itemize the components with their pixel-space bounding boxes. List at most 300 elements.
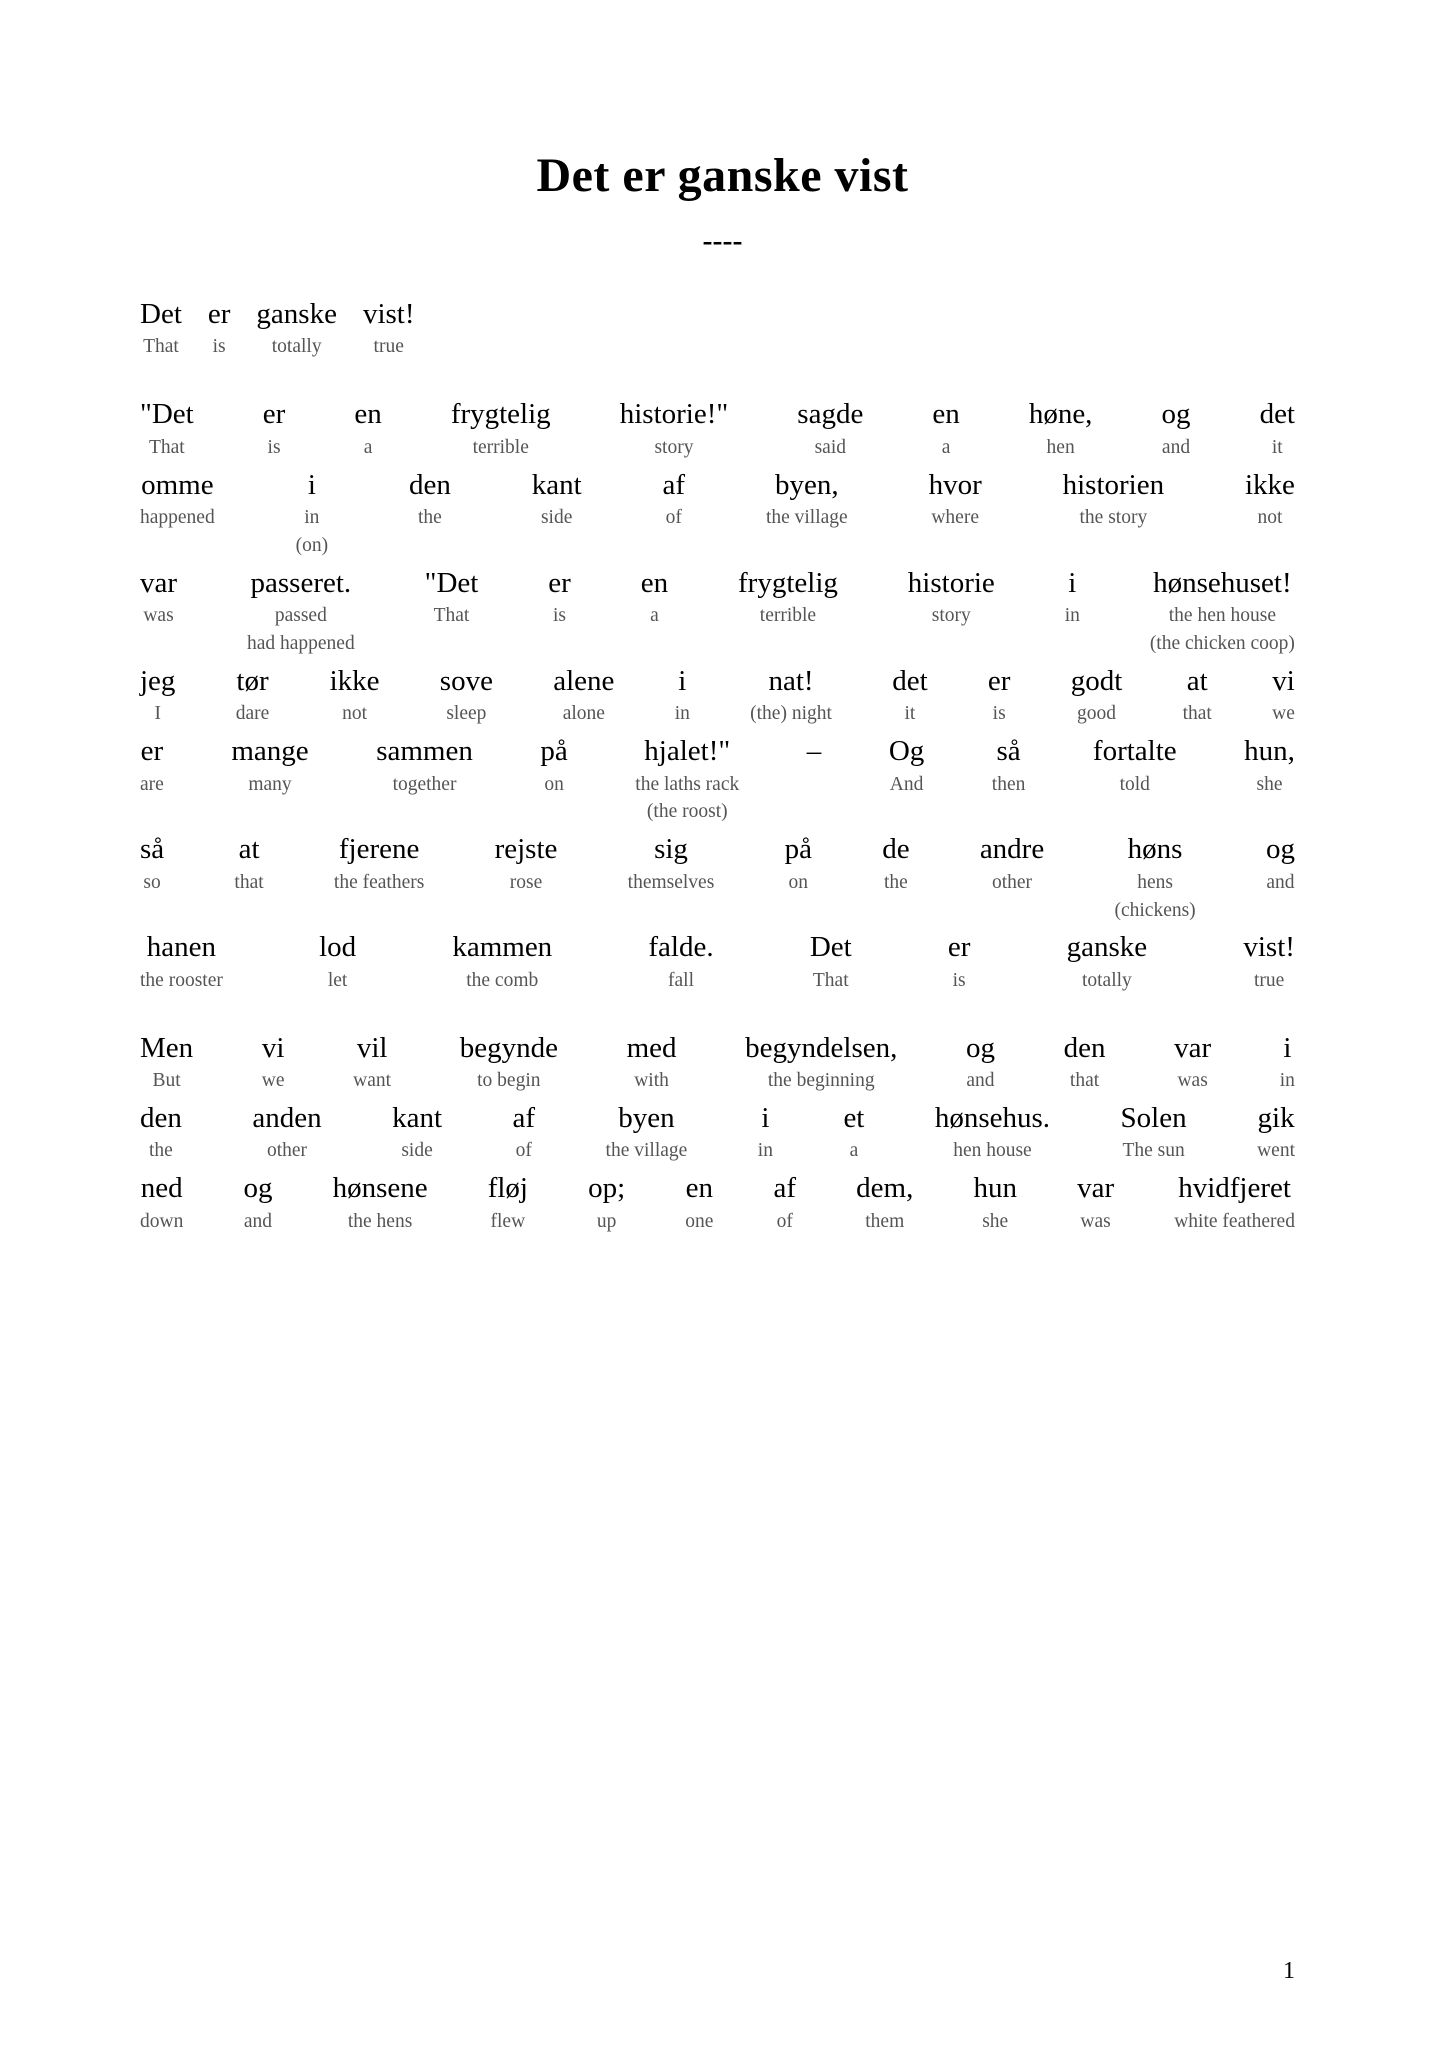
gloss-word: the laths rack bbox=[635, 773, 740, 795]
gloss-word: and bbox=[1161, 436, 1191, 458]
source-word: rejste bbox=[494, 833, 558, 866]
word-pair bbox=[685, 1172, 713, 1232]
source-word: gik bbox=[1257, 1101, 1295, 1134]
source-word: mange bbox=[231, 735, 309, 768]
source-word: en bbox=[640, 566, 669, 599]
word-pair bbox=[1257, 1102, 1295, 1162]
source-word: passeret. bbox=[250, 566, 352, 599]
word-pair bbox=[330, 665, 380, 725]
word-pair bbox=[738, 567, 838, 655]
source-word: anden bbox=[252, 1101, 322, 1134]
word-pair bbox=[1150, 567, 1295, 655]
word-pair bbox=[451, 398, 551, 458]
gloss-word: in bbox=[757, 1140, 773, 1162]
gloss-word: that bbox=[234, 871, 264, 893]
gloss-word: That bbox=[148, 436, 185, 458]
gloss-word: That bbox=[143, 336, 179, 358]
word-pair bbox=[1121, 1102, 1187, 1162]
word-pair bbox=[1065, 567, 1080, 655]
gloss-line bbox=[140, 298, 1295, 358]
gloss-word: down bbox=[140, 1210, 184, 1232]
source-word: vil bbox=[356, 1031, 388, 1064]
source-word: byen bbox=[618, 1101, 675, 1134]
gloss-word: hen bbox=[1046, 436, 1075, 458]
gloss-word: of bbox=[515, 1140, 532, 1162]
source-word: er bbox=[262, 398, 286, 431]
gloss-word: terrible bbox=[759, 605, 817, 627]
source-word: tør bbox=[236, 664, 269, 697]
source-word: dem, bbox=[856, 1172, 914, 1205]
source-word: sove bbox=[439, 664, 493, 697]
gloss-word: are bbox=[140, 773, 164, 795]
gloss-word: on bbox=[788, 871, 808, 893]
gloss-word: totally bbox=[1081, 969, 1132, 991]
word-pair bbox=[1260, 398, 1295, 458]
source-word: i bbox=[761, 1101, 770, 1134]
gloss-word: on bbox=[544, 773, 564, 795]
word-pair bbox=[553, 665, 614, 725]
gloss-word: we bbox=[1272, 703, 1295, 725]
gloss-word: side bbox=[401, 1140, 433, 1162]
word-pair bbox=[785, 833, 812, 921]
gloss-word: the feathers bbox=[333, 871, 425, 893]
source-word: den bbox=[1063, 1031, 1106, 1064]
interlinear-text-body bbox=[0, 298, 1445, 1233]
word-pair bbox=[140, 665, 175, 725]
source-word: en bbox=[685, 1172, 714, 1205]
source-word: og bbox=[1265, 833, 1295, 866]
word-pair bbox=[353, 1032, 391, 1092]
gloss-word: a bbox=[941, 436, 951, 458]
source-word: Og bbox=[888, 735, 925, 768]
word-pair bbox=[588, 1172, 625, 1232]
gloss-word: hens bbox=[1137, 871, 1173, 893]
gloss-word: totally bbox=[271, 336, 322, 358]
word-pair bbox=[980, 833, 1044, 921]
gloss-word: was bbox=[1177, 1070, 1208, 1092]
word-pair bbox=[1162, 398, 1191, 458]
word-pair bbox=[628, 833, 715, 921]
source-word: frygtelig bbox=[738, 566, 838, 599]
source-word: hun, bbox=[1244, 735, 1295, 768]
gloss-word: the story bbox=[1079, 507, 1148, 529]
source-word: Men bbox=[140, 1031, 194, 1064]
word-pair bbox=[140, 398, 194, 458]
word-pair bbox=[758, 1102, 773, 1162]
gloss-word: not bbox=[1257, 507, 1283, 529]
gloss-word: in bbox=[304, 507, 320, 529]
word-pair bbox=[856, 1172, 913, 1232]
source-word: at bbox=[238, 833, 260, 866]
source-word: frygtelig bbox=[450, 398, 551, 431]
word-pair bbox=[766, 469, 848, 557]
word-pair bbox=[488, 1172, 528, 1232]
gloss-word: is bbox=[952, 969, 966, 991]
word-pair bbox=[810, 931, 852, 991]
word-pair bbox=[750, 665, 832, 725]
source-word: vist! bbox=[362, 298, 415, 330]
gloss-word: other bbox=[991, 871, 1033, 893]
source-word: ned bbox=[140, 1172, 183, 1205]
word-pair bbox=[440, 665, 493, 725]
word-pair bbox=[1071, 665, 1123, 725]
source-word: et bbox=[843, 1101, 865, 1134]
word-pair bbox=[1272, 665, 1295, 725]
gloss-word: many bbox=[248, 773, 292, 795]
gloss-line bbox=[140, 398, 1295, 458]
gloss-word: one bbox=[685, 1210, 714, 1232]
gloss-word: with bbox=[634, 1070, 669, 1092]
word-pair bbox=[208, 298, 231, 358]
gloss-word: rose bbox=[509, 871, 543, 893]
source-word: i bbox=[307, 468, 316, 501]
gloss-word: I bbox=[154, 703, 161, 725]
source-word: jeg bbox=[140, 664, 176, 697]
source-word: fløj bbox=[487, 1172, 528, 1205]
source-word: kammen bbox=[452, 931, 553, 964]
gloss-word: a bbox=[363, 436, 373, 458]
source-word: ikke bbox=[329, 664, 380, 697]
word-pair bbox=[140, 469, 215, 557]
source-word: lod bbox=[319, 931, 357, 964]
source-word: vist! bbox=[1243, 931, 1295, 964]
source-word: vi bbox=[261, 1031, 285, 1064]
gloss-word: themselves bbox=[627, 871, 715, 893]
gloss-line bbox=[140, 735, 1295, 823]
gloss-word: them bbox=[865, 1210, 905, 1232]
gloss-line bbox=[140, 1032, 1295, 1092]
gloss-word: the bbox=[883, 871, 908, 893]
gloss-word: told bbox=[1119, 773, 1150, 795]
word-pair bbox=[452, 931, 552, 991]
gloss-line bbox=[140, 567, 1295, 655]
source-word: historie!" bbox=[619, 398, 729, 431]
source-word: af bbox=[773, 1172, 797, 1205]
word-pair bbox=[540, 735, 567, 823]
gloss-word-secondary: (chickens) bbox=[1114, 899, 1196, 921]
gloss-word: not bbox=[342, 703, 367, 725]
source-word: var bbox=[1077, 1172, 1115, 1205]
gloss-word: the bbox=[417, 507, 442, 529]
word-pair bbox=[948, 931, 971, 991]
source-word: ganske bbox=[1066, 931, 1148, 964]
gloss-line bbox=[140, 1102, 1295, 1162]
gloss-word: went bbox=[1257, 1140, 1295, 1162]
gloss-word: is bbox=[212, 336, 226, 358]
gloss-word: is bbox=[553, 605, 567, 627]
word-pair bbox=[992, 735, 1026, 823]
source-word: at bbox=[1186, 664, 1208, 697]
source-word: de bbox=[882, 833, 910, 866]
word-pair bbox=[774, 1172, 797, 1232]
source-word: Det bbox=[809, 931, 852, 964]
gloss-word: want bbox=[353, 1070, 392, 1092]
gloss-word: a bbox=[849, 1140, 859, 1162]
word-pair bbox=[988, 665, 1011, 725]
gloss-line bbox=[140, 1172, 1295, 1232]
word-pair bbox=[1266, 833, 1295, 921]
source-word: det bbox=[892, 664, 928, 697]
gloss-word: side bbox=[540, 507, 573, 529]
gloss-word: story bbox=[654, 436, 694, 458]
source-word: den bbox=[408, 468, 451, 501]
word-pair bbox=[889, 735, 924, 823]
word-pair bbox=[892, 665, 927, 725]
source-word: ikke bbox=[1245, 468, 1295, 501]
source-word: var bbox=[140, 566, 178, 599]
gloss-word-secondary: (on) bbox=[295, 534, 329, 556]
gloss-word: and bbox=[1266, 871, 1295, 893]
gloss-word: the hens bbox=[347, 1210, 413, 1232]
word-pair bbox=[797, 398, 863, 458]
word-pair bbox=[263, 398, 286, 458]
source-word: i bbox=[1283, 1031, 1292, 1064]
source-word: så bbox=[996, 735, 1021, 768]
word-pair bbox=[1063, 469, 1165, 557]
gloss-word: it bbox=[1271, 436, 1283, 458]
source-word: hanen bbox=[146, 931, 217, 964]
source-word: og bbox=[965, 1031, 995, 1064]
source-word: i bbox=[1068, 566, 1077, 599]
word-pair bbox=[745, 1032, 897, 1092]
source-word: hønsehuset! bbox=[1153, 566, 1292, 599]
gloss-word: and bbox=[966, 1070, 995, 1092]
word-pair bbox=[675, 665, 690, 725]
gloss-word: the bbox=[149, 1140, 173, 1162]
word-pair bbox=[641, 567, 668, 655]
word-pair bbox=[663, 469, 686, 557]
paragraph bbox=[140, 298, 1295, 358]
gloss-word: that bbox=[1182, 703, 1212, 725]
word-pair bbox=[296, 469, 329, 557]
gloss-word: the beginning bbox=[767, 1070, 875, 1092]
source-word: omme bbox=[141, 468, 214, 501]
word-pair bbox=[1114, 833, 1195, 921]
source-word: Solen bbox=[1120, 1101, 1187, 1134]
source-word: nat! bbox=[768, 664, 814, 697]
word-pair bbox=[319, 931, 356, 991]
source-word: var bbox=[1174, 1031, 1212, 1064]
gloss-word: to begin bbox=[477, 1070, 541, 1092]
source-word: hvor bbox=[928, 468, 982, 501]
source-word: ganske bbox=[256, 298, 337, 330]
gloss-word-secondary: (the roost) bbox=[646, 801, 728, 823]
word-pair bbox=[236, 665, 270, 725]
word-pair bbox=[1093, 735, 1177, 823]
word-pair bbox=[648, 931, 713, 991]
source-word: så bbox=[140, 833, 165, 866]
word-pair bbox=[513, 1102, 536, 1162]
gloss-word: That bbox=[433, 605, 470, 627]
gloss-word: so bbox=[143, 871, 161, 893]
gloss-word: hen house bbox=[953, 1140, 1032, 1162]
paragraph bbox=[140, 398, 1295, 991]
source-word: af bbox=[662, 468, 686, 501]
source-word: fjerene bbox=[338, 833, 420, 866]
source-word: vi bbox=[1272, 664, 1295, 697]
gloss-word: story bbox=[931, 605, 971, 627]
gloss-word: that bbox=[1069, 1070, 1100, 1092]
gloss-word: where bbox=[931, 507, 979, 529]
word-pair bbox=[495, 833, 558, 921]
source-word: en bbox=[354, 398, 382, 431]
source-word: Det bbox=[140, 298, 182, 330]
gloss-word: (the) night bbox=[750, 703, 832, 725]
source-word: kant bbox=[531, 468, 582, 501]
gloss-word: fall bbox=[668, 969, 694, 991]
source-word: hjalet!" bbox=[644, 735, 731, 768]
word-pair bbox=[932, 398, 959, 458]
gloss-word: But bbox=[152, 1070, 181, 1092]
gloss-word: together bbox=[392, 773, 457, 795]
word-pair bbox=[140, 931, 223, 991]
gloss-word: happened bbox=[140, 507, 215, 529]
source-word: høne, bbox=[1028, 398, 1093, 431]
gloss-word: sleep bbox=[446, 703, 487, 725]
gloss-word: then bbox=[991, 773, 1026, 795]
gloss-word: is bbox=[992, 703, 1006, 725]
gloss-word: was bbox=[1080, 1210, 1111, 1232]
source-word: sammen bbox=[376, 735, 473, 768]
gloss-word: The sun bbox=[1122, 1140, 1185, 1162]
word-pair bbox=[140, 1032, 193, 1092]
word-pair bbox=[1183, 665, 1212, 725]
source-word: er bbox=[947, 931, 971, 964]
word-pair bbox=[140, 567, 177, 655]
gloss-word: said bbox=[814, 436, 846, 458]
word-pair bbox=[843, 1102, 864, 1162]
word-pair bbox=[966, 1032, 995, 1092]
word-pair bbox=[243, 1172, 272, 1232]
gloss-word: true bbox=[373, 336, 404, 358]
paragraph bbox=[140, 1032, 1295, 1233]
gloss-line bbox=[140, 833, 1295, 921]
source-word: en bbox=[932, 398, 960, 431]
word-pair bbox=[1067, 931, 1148, 991]
word-pair bbox=[409, 469, 451, 557]
word-pair bbox=[363, 298, 415, 358]
gloss-word: the hen house bbox=[1168, 605, 1276, 627]
gloss-word: and bbox=[243, 1210, 273, 1232]
word-pair bbox=[627, 1032, 677, 1092]
gloss-word: is bbox=[267, 436, 281, 458]
word-pair bbox=[140, 1172, 183, 1232]
gloss-word: other bbox=[266, 1140, 308, 1162]
source-word: kant bbox=[392, 1101, 443, 1134]
source-word: i bbox=[678, 664, 687, 697]
source-word: høns bbox=[1127, 833, 1183, 866]
word-pair bbox=[231, 735, 308, 823]
word-pair bbox=[1244, 735, 1295, 823]
word-pair bbox=[262, 1032, 285, 1092]
word-pair bbox=[376, 735, 473, 823]
gloss-word: the village bbox=[765, 507, 848, 529]
source-word: begyndelsen, bbox=[745, 1031, 898, 1064]
source-word: og bbox=[243, 1172, 273, 1205]
word-pair bbox=[334, 833, 424, 921]
source-word: på bbox=[784, 833, 812, 866]
source-word: hønsehus. bbox=[934, 1101, 1051, 1134]
gloss-word-secondary: (the chicken coop) bbox=[1149, 633, 1295, 655]
source-word: falde. bbox=[648, 931, 714, 964]
gloss-line bbox=[140, 931, 1295, 991]
word-pair bbox=[247, 567, 355, 655]
gloss-word: flew bbox=[490, 1210, 526, 1232]
gloss-word: a bbox=[650, 605, 659, 627]
page-title: Det er ganske vist bbox=[536, 149, 909, 202]
word-pair bbox=[807, 735, 822, 823]
word-pair bbox=[354, 398, 381, 458]
page-number: 1 bbox=[1283, 1958, 1295, 1984]
gloss-word: it bbox=[904, 703, 916, 725]
word-pair bbox=[392, 1102, 442, 1162]
gloss-word: was bbox=[143, 605, 174, 627]
source-word: alene bbox=[553, 664, 615, 697]
word-pair bbox=[140, 833, 164, 921]
gloss-word: in bbox=[1279, 1070, 1295, 1092]
gloss-word: in bbox=[1064, 605, 1080, 627]
source-word: begynde bbox=[459, 1031, 558, 1064]
gloss-line bbox=[140, 469, 1295, 557]
word-pair bbox=[1280, 1032, 1295, 1092]
gloss-word: terrible bbox=[472, 436, 529, 458]
word-pair bbox=[1064, 1032, 1106, 1092]
word-pair bbox=[1174, 1172, 1295, 1232]
gloss-word: That bbox=[812, 969, 849, 991]
word-pair bbox=[256, 298, 337, 358]
source-word: er bbox=[548, 566, 571, 599]
source-word: op; bbox=[588, 1172, 626, 1205]
source-word: – bbox=[806, 735, 822, 768]
gloss-line bbox=[140, 665, 1295, 725]
word-pair bbox=[882, 833, 909, 921]
word-pair bbox=[1174, 1032, 1211, 1092]
word-pair bbox=[1245, 469, 1295, 557]
source-word: af bbox=[512, 1101, 536, 1134]
word-pair bbox=[333, 1172, 428, 1232]
gloss-word: the village bbox=[605, 1140, 688, 1162]
source-word: er bbox=[207, 298, 231, 330]
word-pair bbox=[929, 469, 982, 557]
source-word: sagde bbox=[797, 398, 864, 431]
source-word: andre bbox=[979, 833, 1045, 866]
word-pair bbox=[620, 398, 728, 458]
source-word: på bbox=[540, 735, 568, 768]
word-pair bbox=[606, 1102, 688, 1162]
source-word: historien bbox=[1062, 468, 1165, 501]
gloss-word: we bbox=[261, 1070, 285, 1092]
source-word: er bbox=[140, 735, 164, 768]
gloss-word: she bbox=[1256, 773, 1283, 795]
word-pair bbox=[973, 1172, 1017, 1232]
word-pair bbox=[1077, 1172, 1114, 1232]
source-word: hønsene bbox=[332, 1172, 428, 1205]
gloss-word: true bbox=[1253, 969, 1285, 991]
word-pair bbox=[460, 1032, 558, 1092]
source-word: hun bbox=[973, 1172, 1017, 1205]
source-word: sig bbox=[654, 833, 688, 866]
gloss-word: of bbox=[776, 1210, 793, 1232]
source-word: og bbox=[1161, 398, 1191, 431]
gloss-word: dare bbox=[235, 703, 270, 725]
word-pair bbox=[908, 567, 995, 655]
source-word: det bbox=[1259, 398, 1295, 431]
word-pair bbox=[140, 298, 182, 358]
word-pair bbox=[1029, 398, 1093, 458]
gloss-word: the comb bbox=[466, 969, 539, 991]
word-pair bbox=[252, 1102, 321, 1162]
gloss-word: And bbox=[889, 773, 924, 795]
